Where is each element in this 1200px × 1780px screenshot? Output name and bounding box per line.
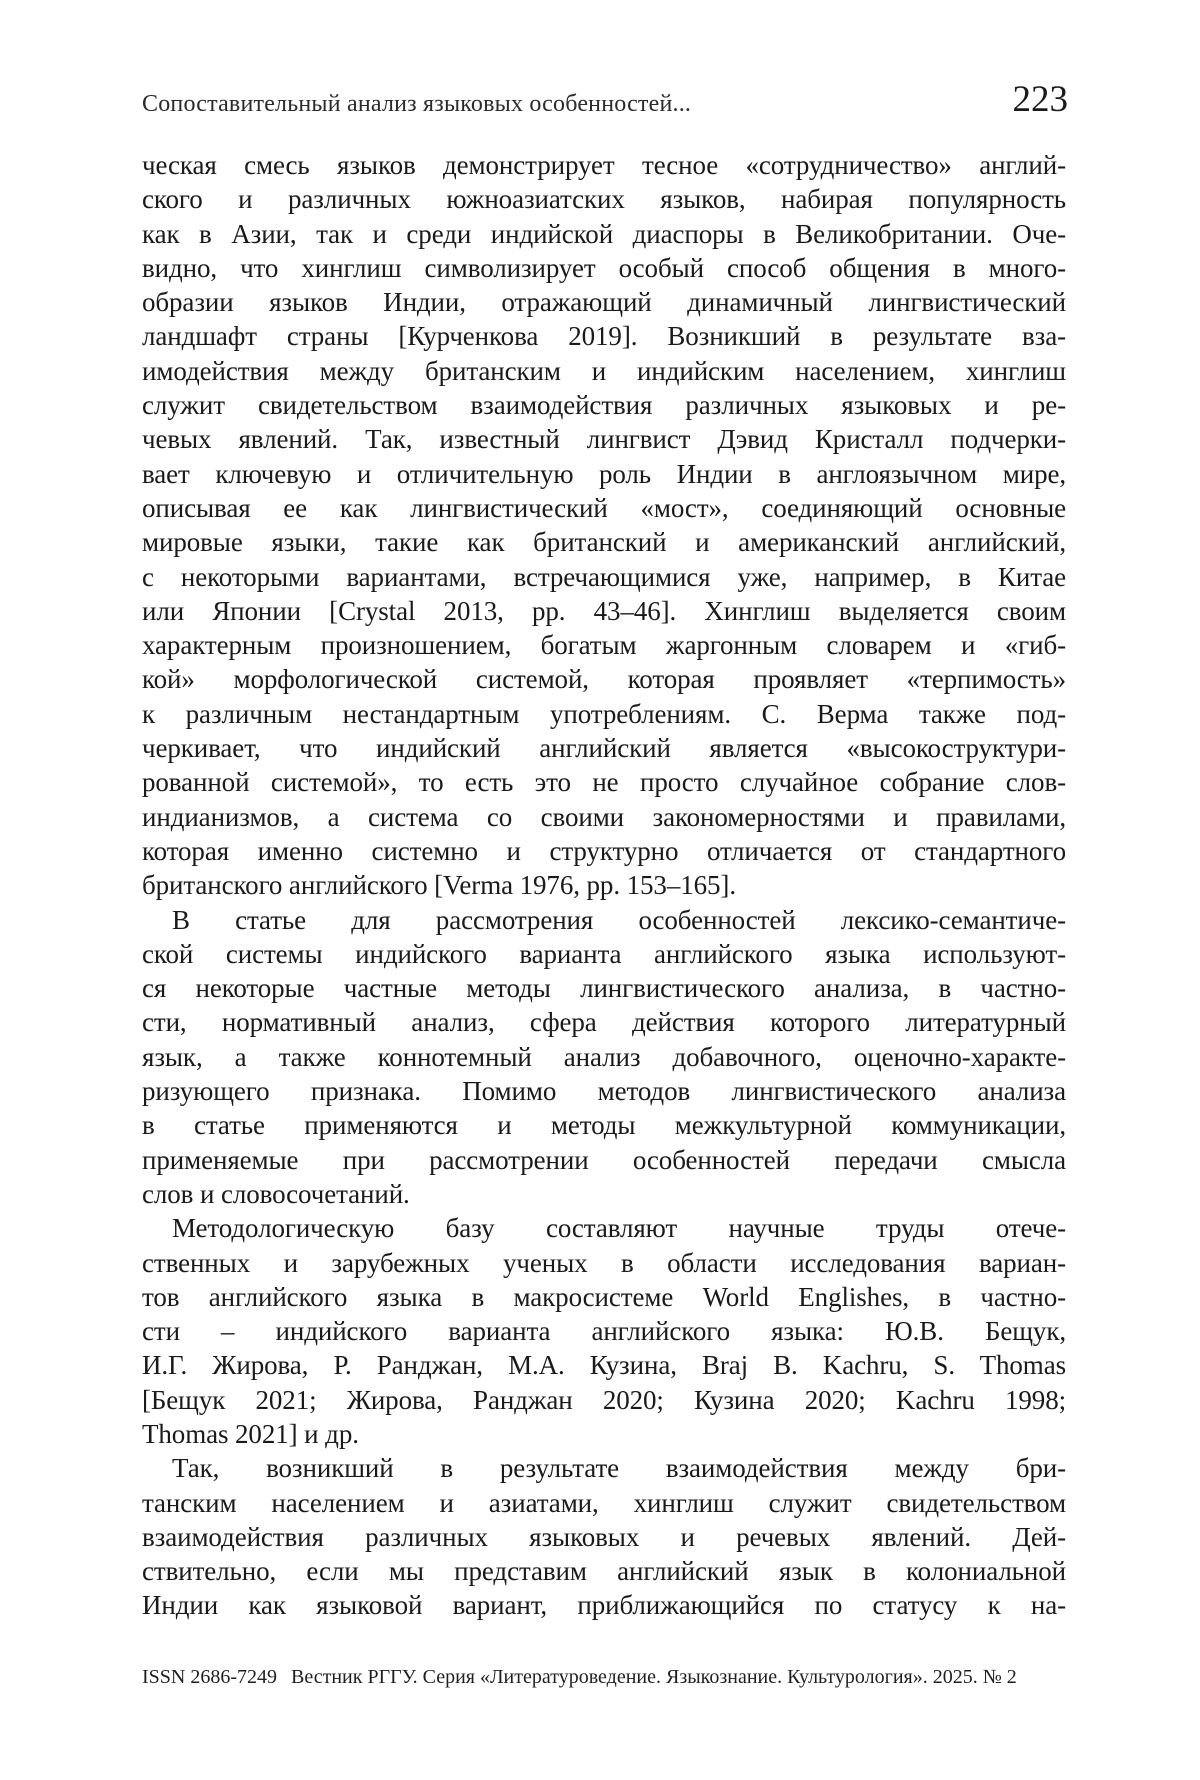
text-line: [Бещук 2021; Жирова, Ранджан 2020; Кузина 2020; Kachru 1998; [142,1384,1066,1415]
text-line: Так, возникший в результате взаимодействия между бри- [172,1453,1066,1484]
text-line: сти, нормативный анализ, сфера действия которого литературный [142,1007,1066,1038]
text-line: которая именно системно и структурно отличается от стандартного [142,835,1066,866]
text-line: ствительно, если мы представим английский язык в колониальной [142,1556,1066,1587]
text-line: британского английского [Verma 1976, pp. 153–165]. [142,870,736,901]
text-line: ского и различных южноазиатских языков, набирая популярность [142,184,1066,215]
text-line: кой» морфологической системой, которая проявляет «терпимость» [142,664,1066,695]
text-line: образии языков Индии, отражающий динамичный лингвистический [142,287,1066,318]
text-line: чевых явлений. Так, известный лингвист Дэвид Кристалл подчерки- [142,424,1066,455]
text-line: ской системы индийского варианта английского языка используют- [142,938,1066,969]
paragraph-3 [142,1211,1066,1451]
text-line: к различным нестандартным употреблениям. С. Верма также под- [142,698,1066,729]
text-line: вает ключевую и отличительную роль Индии в англоязычном мире, [142,458,1066,489]
running-title: Сопоставительный анализ языковых особенностей... [142,91,692,117]
paragraph-1 [142,148,1066,903]
text-line: Thomas 2021] и др. [142,1418,359,1449]
paragraph-2 [142,903,1066,1212]
text-line: ся некоторые частные методы лингвистического анализа, в частно- [142,973,1066,1004]
page-footer [142,1666,1072,1689]
text-line: ственных и зарубежных ученых в области исследования вариан- [142,1247,1066,1278]
paragraph-4 [142,1451,1066,1622]
text-line: ландшафт страны [Курченкова 2019]. Возникший в результате вза- [142,321,1066,352]
text-line: видно, что хинглиш символизирует особый способ общения в много- [142,252,1066,283]
text-line: Методологическую базу составляют научные труды отече- [172,1213,1066,1244]
text-line: взаимодействия различных языковых и речевых явлений. Дей- [142,1521,1066,1552]
text-line: тов английского языка в макросистеме World Englishes, в частно- [142,1281,1066,1312]
text-line: мировые языки, такие как британский и американский английский, [142,527,1066,558]
text-line: применяемые при рассмотрении особенностей передачи смысла [142,1144,1066,1175]
issn-label: ISSN 2686-7249 [142,1666,278,1688]
text-line: описывая ее как лингвистический «мост», соединяющий основные [142,492,1066,523]
text-line: с некоторыми вариантами, встречающимися уже, например, в Китае [142,561,1066,592]
text-line: рованной системой», то есть это не просто случайное собрание слов- [142,767,1066,798]
text-line: ческая смесь языков демонстрирует тесное «сотрудничество» англий- [142,150,1066,180]
text-line: ризующего признака. Помимо методов лингвистического анализа [142,1076,1066,1107]
text-line: Индии как языковой вариант, приближающийся по статусу к на- [142,1590,1066,1621]
running-head [142,78,1068,121]
article-body [142,148,1066,1623]
text-line: сти – индийского варианта английского языка: Ю.В. Бещук, [142,1316,1066,1347]
text-line: черкивает, что индийский английский является «высокоструктури- [142,733,1066,764]
text-line: индианизмов, а система со своими закономерностями и правилами, [142,801,1066,832]
text-line: или Японии [Crystal 2013, pp. 43–46]. Хинглиш выделяется своим [142,595,1066,626]
text-line: И.Г. Жирова, Р. Ранджан, М.А. Кузина, Braj B. Kachru, S. Thomas [142,1350,1066,1381]
text-line: характерным произношением, богатым жаргонным словарем и «гиб- [142,630,1066,661]
text-line: в статье применяются и методы межкультурной коммуникации, [142,1110,1066,1141]
text-line: танским населением и азиатами, хинглиш служит свидетельством [142,1487,1066,1518]
text-line: В статье для рассмотрения особенностей лексико-семантиче- [172,904,1066,935]
journal-title: Вестник РГГУ. Серия «Литературоведение. Языкознание. Культурология». 2025. № 2 [291,1666,1017,1688]
text-line: слов и словосочетаний. [142,1178,410,1209]
page-number: 223 [1012,79,1068,120]
text-line: служит свидетельством взаимодействия различных языковых и ре- [142,390,1066,421]
text-line: как в Азии, так и среди индийской диаспоры в Великобритании. Оче- [142,218,1066,249]
text-line: имодействия между британским и индийским населением, хинглиш [142,355,1066,386]
text-line: язык, а также коннотемный анализ добавочного, оценочно-характе- [142,1041,1066,1072]
